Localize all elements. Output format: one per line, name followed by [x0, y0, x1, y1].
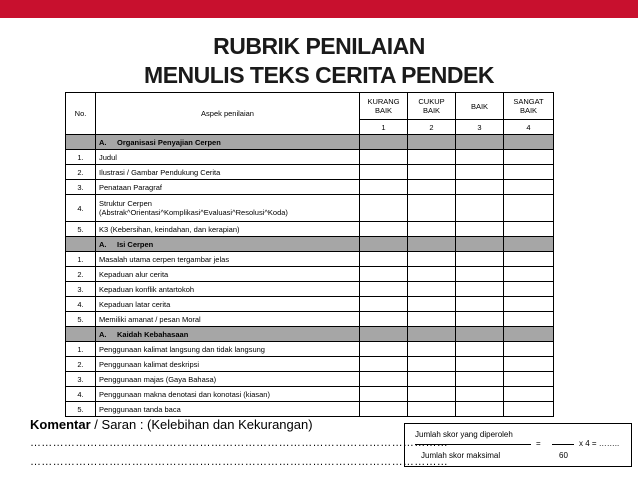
table-cell: A. Isi Cerpen [96, 237, 360, 252]
multiply-text: x 4 = …….. [579, 439, 620, 448]
table-cell [66, 327, 96, 342]
table-cell [456, 312, 504, 327]
table-row [66, 222, 554, 237]
table-cell [456, 327, 504, 342]
table-cell [360, 150, 408, 165]
table-cell [504, 312, 554, 327]
table-cell: 4. [66, 195, 96, 222]
table-row [66, 282, 554, 297]
table-cell: K3 (Kebersihan, keindahan, dan kerapian) [96, 222, 360, 237]
table-cell [408, 357, 456, 372]
table-cell [456, 165, 504, 180]
score-1: 1 [360, 120, 408, 135]
score-3: 3 [456, 120, 504, 135]
table-cell [360, 135, 408, 150]
table-cell [456, 267, 504, 282]
table-cell [360, 357, 408, 372]
table-cell [456, 222, 504, 237]
table-cell [408, 282, 456, 297]
table-cell [360, 402, 408, 417]
table-cell [504, 195, 554, 222]
table-cell [456, 357, 504, 372]
table-cell: 2. [66, 165, 96, 180]
table-cell: Penggunaan tanda baca [96, 402, 360, 417]
table-row [66, 150, 554, 165]
table-row [66, 267, 554, 282]
table-cell [360, 237, 408, 252]
comment-dotted-line: ………………………………………………………………………………………………… [30, 437, 449, 449]
table-cell: Kepaduan alur cerita [96, 267, 360, 282]
table-cell [408, 150, 456, 165]
table-cell: Memiliki amanat / pesan Moral [96, 312, 360, 327]
table-cell [456, 387, 504, 402]
table-row [66, 372, 554, 387]
table-cell [456, 342, 504, 357]
table-cell [408, 180, 456, 195]
table-cell [360, 327, 408, 342]
table-cell [456, 297, 504, 312]
table-cell: 2. [66, 267, 96, 282]
table-cell: 5. [66, 222, 96, 237]
table-cell [360, 195, 408, 222]
table-cell: 4. [66, 387, 96, 402]
table-cell: Penataan Paragraf [96, 180, 360, 195]
table-cell [504, 150, 554, 165]
table-cell [360, 297, 408, 312]
table-row [66, 357, 554, 372]
table-cell: Penggunaan majas (Gaya Bahasa) [96, 372, 360, 387]
table-row [66, 180, 554, 195]
table-cell: 2. [66, 357, 96, 372]
table-cell [504, 135, 554, 150]
table-cell [504, 180, 554, 195]
table-cell [360, 165, 408, 180]
table-row [66, 195, 554, 222]
table-cell [456, 372, 504, 387]
table-cell [504, 297, 554, 312]
header-aspek: Aspek penilaian [96, 93, 360, 135]
table-cell [408, 327, 456, 342]
table-cell: 1. [66, 252, 96, 267]
blank-line [552, 444, 574, 445]
table-cell [504, 282, 554, 297]
table-cell [408, 387, 456, 402]
header-cukup-baik: CUKUP BAIK [408, 93, 456, 120]
section-row [66, 327, 554, 342]
score-4: 4 [504, 120, 554, 135]
table-cell [360, 282, 408, 297]
score-2: 2 [408, 120, 456, 135]
table-cell [456, 252, 504, 267]
table-cell [66, 237, 96, 252]
table-cell [408, 402, 456, 417]
table-cell [408, 312, 456, 327]
table-cell: Judul [96, 150, 360, 165]
table-cell [504, 372, 554, 387]
section-row [66, 237, 554, 252]
table-cell [408, 372, 456, 387]
table-cell [360, 222, 408, 237]
rubric-table [65, 92, 554, 417]
table-cell [408, 252, 456, 267]
header-kurang-baik: KURANG BAIK [360, 93, 408, 120]
table-cell [456, 402, 504, 417]
equals-sign: = [536, 439, 541, 448]
header-no: No. [66, 93, 96, 135]
table-row [66, 297, 554, 312]
table-cell [504, 342, 554, 357]
table-cell: Kepaduan konflik antartokoh [96, 282, 360, 297]
score-formula-box [404, 423, 632, 467]
table-cell: Penggunaan makna denotasi dan konotasi (kiasan) [96, 387, 360, 402]
table-cell [66, 135, 96, 150]
header-sangat-baik: SANGAT BAIK [504, 93, 554, 120]
table-cell [360, 252, 408, 267]
table-cell [360, 180, 408, 195]
table-cell [456, 180, 504, 195]
table-row [66, 387, 554, 402]
table-cell: Masalah utama cerpen tergambar jelas [96, 252, 360, 267]
top-accent-bar [0, 0, 638, 18]
table-cell [504, 327, 554, 342]
table-cell [504, 387, 554, 402]
comment-dotted-line: ………………………………………………………………………………………………… [30, 456, 449, 468]
table-cell [408, 165, 456, 180]
header-baik: BAIK [456, 93, 504, 120]
table-row [66, 312, 554, 327]
table-cell: 5. [66, 402, 96, 417]
header-row [66, 93, 554, 120]
table-cell: 4. [66, 297, 96, 312]
table-cell [504, 357, 554, 372]
table-cell: 1. [66, 150, 96, 165]
table-cell [504, 237, 554, 252]
comment-label: Komentar / Saran : (Kelebihan dan Kekurangan) [30, 417, 313, 432]
table-cell: 3. [66, 180, 96, 195]
table-row [66, 165, 554, 180]
table-cell [504, 252, 554, 267]
table-cell: Penggunaan kalimat deskripsi [96, 357, 360, 372]
table-cell [408, 195, 456, 222]
table-row [66, 252, 554, 267]
table-cell [456, 282, 504, 297]
section-row [66, 135, 554, 150]
table-cell: Kepaduan latar cerita [96, 297, 360, 312]
table-cell [456, 195, 504, 222]
table-cell [456, 237, 504, 252]
table-row [66, 342, 554, 357]
table-cell: 5. [66, 312, 96, 327]
table-cell [456, 150, 504, 165]
table-cell [504, 402, 554, 417]
table-cell [504, 267, 554, 282]
table-row [66, 402, 554, 417]
fraction-line [415, 444, 531, 445]
page-title: RUBRIK PENILAIAN [213, 33, 425, 59]
table-cell [360, 342, 408, 357]
table-cell: 3. [66, 372, 96, 387]
table-cell [408, 267, 456, 282]
table-cell: 1. [66, 342, 96, 357]
table-cell [408, 222, 456, 237]
table-cell: Penggunaan kalimat langsung dan tidak langsung [96, 342, 360, 357]
table-cell [360, 267, 408, 282]
table-cell [456, 135, 504, 150]
page-subtitle: MENULIS TEKS CERITA PENDEK [144, 62, 494, 88]
table-cell [408, 237, 456, 252]
table-cell [360, 387, 408, 402]
table-cell [360, 312, 408, 327]
table-cell [504, 165, 554, 180]
table-cell: Ilustrasi / Gambar Pendukung Cerita [96, 165, 360, 180]
table-cell [408, 135, 456, 150]
table-cell [408, 342, 456, 357]
max-score-value: 60 [559, 451, 568, 460]
table-cell: A. Organisasi Penyajian Cerpen [96, 135, 360, 150]
table-cell [360, 372, 408, 387]
table-cell: 3. [66, 282, 96, 297]
max-score-label: Jumlah skor maksimal [421, 451, 501, 460]
table-cell: A. Kaidah Kebahasaan [96, 327, 360, 342]
table-cell [408, 297, 456, 312]
table-cell [504, 222, 554, 237]
score-obtained-label: Jumlah skor yang diperoleh [415, 430, 513, 439]
table-cell: Struktur Cerpen (Abstrak^Orientasi^Komplikasi^Evaluasi^Resolusi^Koda) [96, 195, 360, 222]
